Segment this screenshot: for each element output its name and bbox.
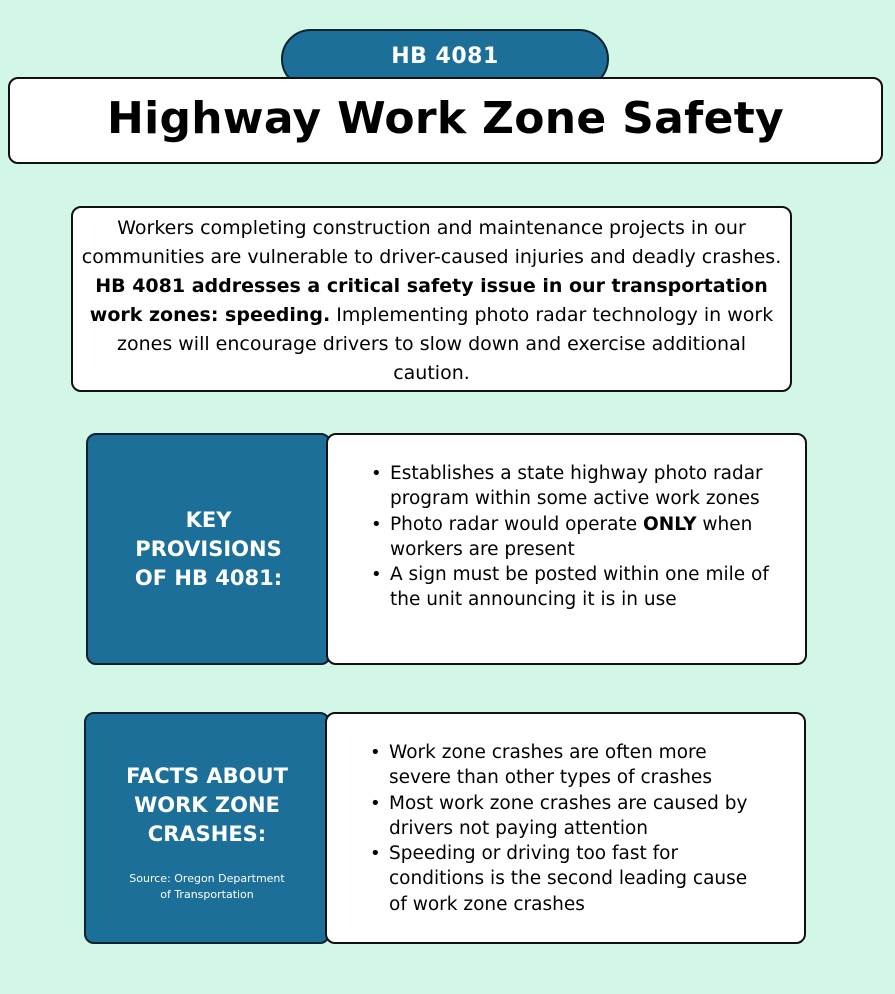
intro-box [71, 206, 792, 392]
source-line: of Transportation [160, 887, 254, 901]
intro-bold-text: HB 4081 addresses a critical safety issue in our transportation work zones: speeding. [89, 275, 768, 326]
list-item [390, 512, 775, 563]
facts-heading-line: WORK ZONE [134, 792, 280, 817]
provisions-heading-line: PROVISIONS [135, 536, 282, 561]
provisions-heading-line: KEY [185, 507, 232, 532]
provisions-list [328, 435, 805, 613]
provisions-heading [135, 506, 282, 593]
facts-heading-box [84, 712, 330, 944]
source-note [129, 871, 284, 903]
provisions-heading-box [86, 433, 331, 665]
facts-list-box [325, 712, 806, 944]
title-banner [8, 77, 883, 164]
list-item-text: Photo radar would operate [390, 513, 644, 535]
page-title: Highway Work Zone Safety [106, 93, 785, 144]
list-item: • Most work zone crashes are caused by drivers not paying attention [389, 791, 764, 842]
intro-text-continued: Implementing photo radar technology in work zones will encourage drivers to slow down and exercise additional caution. [116, 304, 774, 384]
list-item: • Speeding or driving too fast for conditions is the second leading cause of work zone crashes [389, 841, 764, 917]
list-item-bold-text: ONLY [643, 513, 697, 535]
facts-heading-line: FACTS ABOUT [126, 763, 288, 788]
provisions-list-box [326, 433, 807, 665]
source-line: Source: Oregon Department [129, 871, 285, 885]
facts-list [327, 714, 804, 917]
intro-text: Workers completing construction and maintenance projects in our communities are vulnerable to driver-caused injuries and deadly crashes. [81, 217, 782, 268]
list-item: • Establishes a state highway photo radar program within some active work zones [390, 461, 775, 512]
list-item: • Work zone crashes are often more severe than other types of crashes [389, 740, 764, 791]
list-item: • A sign must be posted within one mile of the unit announcing it is in use [390, 562, 775, 613]
facts-heading [126, 762, 288, 849]
facts-heading-line: CRASHES: [147, 821, 267, 846]
provisions-heading-line: OF HB 4081: [134, 565, 283, 590]
list-item-text: when workers are present [390, 513, 753, 560]
bill-number: HB 4081 [391, 44, 499, 69]
